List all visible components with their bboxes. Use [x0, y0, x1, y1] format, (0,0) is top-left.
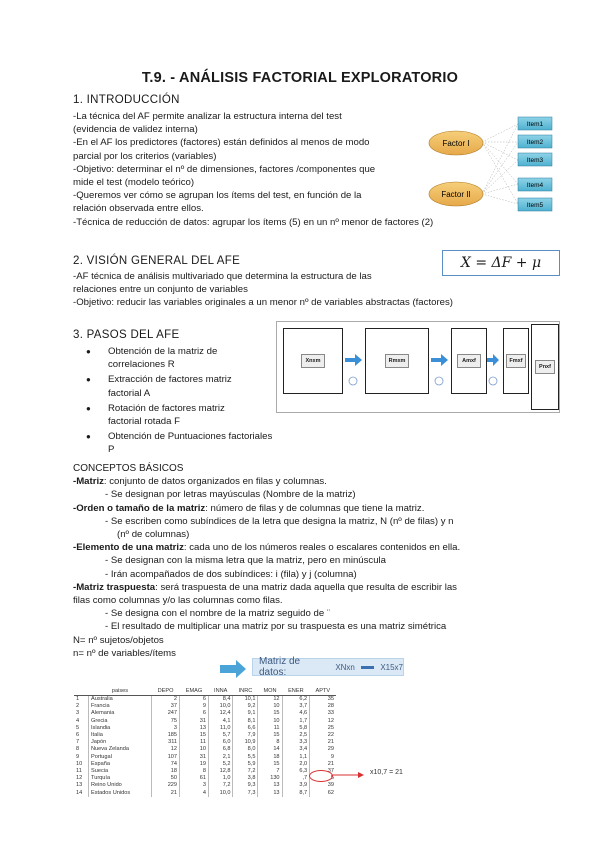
table-cell: 6,8: [208, 746, 233, 753]
item-2-label: Item2: [526, 139, 544, 146]
table-cell: 62: [310, 790, 336, 797]
table-cell: 6,6: [233, 725, 258, 732]
concept-matriz: -Matriz: conjunto de datos organizados en filas y columnas.: [73, 476, 327, 488]
matrix-step-arrows: [277, 322, 559, 412]
table-row: [74, 775, 336, 782]
matrix-x-label: Xnxm: [301, 354, 325, 368]
data-matrix-lhs: XNxn: [335, 662, 355, 672]
page-title: T.9. - ANÁLISIS FACTORIAL EXPLORATORIO: [141, 70, 459, 86]
highlight-circle: [309, 770, 333, 782]
table-cell: 12: [152, 746, 180, 753]
table-cell: Nueva Zelanda: [89, 746, 152, 753]
section-vision-general-text: [73, 270, 453, 310]
table-cell: 12,4: [208, 710, 233, 717]
table-cell: Suecia: [89, 768, 152, 775]
table-cell: 5: [76, 724, 80, 731]
text-line: -Queremos ver cómo se agrupan los ítems del test, en función de la: [73, 190, 362, 202]
table-cell: 2: [152, 696, 180, 704]
table-cell: 13: [258, 790, 282, 797]
arrow-right-icon: [431, 354, 448, 366]
table-row: [74, 761, 336, 768]
item-3-label: Item3: [526, 157, 544, 164]
table-cell: 6,2: [282, 696, 310, 704]
table-cell: 11: [258, 725, 282, 732]
table-row: [74, 725, 336, 732]
concepts-heading: CONCEPTOS BÁSICOS: [73, 463, 184, 474]
table-cell: Estados Unidos: [89, 790, 152, 797]
arrow-right-icon: [345, 354, 362, 366]
table-cell: 35: [310, 696, 336, 704]
table-cell: 10,0: [208, 790, 233, 797]
concept-traspuesta: -Matriz traspuesta: será traspuesta de una matriz dada aquella que resulta de escribir las: [73, 581, 457, 593]
column-header: APTV: [310, 686, 336, 696]
table-cell: 10,1: [233, 696, 258, 704]
steps-list: [80, 345, 280, 459]
callout-value: x10,7 = 21: [370, 769, 403, 776]
table-cell: 12,8: [208, 768, 233, 775]
table-cell: Grecia: [89, 718, 152, 725]
table-cell: 8,4: [208, 696, 233, 704]
table-cell: 8,1: [233, 718, 258, 725]
column-header: [74, 686, 89, 696]
table-row: [74, 696, 336, 704]
table-cell: 28: [310, 703, 336, 710]
table-cell: 7,3: [233, 790, 258, 797]
table-cell: 25: [310, 725, 336, 732]
text-line: -Objetivo: reducir las variables originales a un menor nº de variables abstractas (factores): [73, 297, 453, 309]
text-line: -Objetivo: determinar el nº de dimensiones, factores /componentes que: [73, 163, 376, 175]
table-cell: 10,0: [208, 703, 233, 710]
table-cell: 6: [180, 696, 209, 704]
text-line: (evidencia de validez interna): [73, 124, 198, 136]
table-cell: 7: [76, 739, 80, 746]
concept-n-subjects: N= nº sujetos/objetos: [73, 634, 164, 646]
table-cell: 13: [180, 725, 209, 732]
table-cell: 185: [152, 732, 180, 739]
gear-icon: [349, 377, 357, 385]
section-heading-pasos: 3. PASOS DEL AFE: [73, 329, 180, 341]
column-header: EMAG: [180, 686, 209, 696]
table-cell: 6,0: [208, 739, 233, 746]
concept-orden: -Orden o tamaño de la matriz: número de filas y de columnas que tiene la matriz.: [73, 502, 425, 514]
table-cell: 37: [310, 768, 336, 775]
table-cell: 37: [152, 703, 180, 710]
table-cell: 5,9: [233, 761, 258, 768]
step-item: ● Obtención de Puntuaciones factoriales P: [80, 430, 280, 456]
text-line: mide el test (modelo teórico): [73, 177, 195, 189]
table-cell: 22: [310, 732, 336, 739]
data-matrix-table: [74, 686, 336, 797]
step-item: ● Extracción de factores matriz factorial A: [80, 373, 280, 399]
factor-diagram: [424, 112, 584, 216]
table-cell: 5,2: [208, 761, 233, 768]
table-cell: 8: [180, 768, 209, 775]
table-cell: 15: [258, 710, 282, 717]
table-cell: 10,9: [233, 739, 258, 746]
table-cell: 75: [152, 718, 180, 725]
table-cell: 3,3: [282, 739, 310, 746]
data-matrix-rhs: X15x7: [380, 662, 403, 672]
gear-icon: [435, 377, 443, 385]
section-introduccion-text: [73, 110, 433, 229]
column-header: paises: [89, 686, 152, 696]
table-cell: 247: [152, 710, 180, 717]
equals-bar: [361, 666, 374, 669]
table-cell: Islandia: [89, 725, 152, 732]
table-cell: Australia: [89, 696, 152, 704]
table-cell: 11: [180, 739, 209, 746]
table-cell: 10: [258, 703, 282, 710]
table-cell: 4,6: [282, 710, 310, 717]
table-cell: 21: [152, 790, 180, 797]
step-item: ● Obtención de la matriz de correlaciones R: [80, 345, 280, 371]
text-line: -En el AF los predictores (factores) están definidos al menos de modo: [73, 137, 370, 149]
table-cell: 13: [258, 782, 282, 789]
table-cell: 7,2: [208, 782, 233, 789]
text-line: -La técnica del AF permite analizar la estructura interna del test: [73, 111, 342, 122]
table-cell: 8: [76, 746, 80, 753]
section-heading-introduccion: 1. INTRODUCCIÓN: [73, 94, 180, 106]
table-cell: 11: [76, 768, 82, 775]
table-cell: 9: [310, 754, 336, 761]
table-cell: 31: [180, 754, 209, 761]
table-cell: 10: [258, 718, 282, 725]
table-cell: 21: [310, 761, 336, 768]
factor-2-label: Factor II: [441, 190, 471, 199]
table-cell: 3,4: [282, 746, 310, 753]
text-line: relaciones entre un conjunto de variables: [73, 284, 248, 296]
table-header-row: [74, 686, 336, 696]
concept-n-variables: n= nº de variables/ítems: [73, 647, 176, 659]
table-cell: 12: [258, 696, 282, 704]
model-formula: X = ΔF + μ: [442, 250, 560, 276]
table-cell: 107: [152, 754, 180, 761]
table-cell: 7,2: [233, 768, 258, 775]
table-cell: 15: [258, 732, 282, 739]
table-cell: 33: [310, 710, 336, 717]
table-row: [74, 718, 336, 725]
data-matrix-banner: [252, 658, 404, 676]
table-cell: 3: [76, 710, 80, 717]
table-cell: 61: [180, 775, 209, 782]
concepts-section: [73, 462, 460, 660]
table-cell: 130: [258, 775, 282, 782]
table-body: [74, 696, 336, 797]
table-cell: 2,0: [282, 761, 310, 768]
table-cell: 7: [258, 768, 282, 775]
table-cell: 5: [310, 775, 336, 782]
table-cell: 2: [76, 703, 80, 710]
table-cell: 15: [180, 732, 209, 739]
table-cell: 9,3: [233, 782, 258, 789]
table-cell: 21: [310, 739, 336, 746]
table-cell: 1,7: [282, 718, 310, 725]
table-cell: 29: [310, 746, 336, 753]
table-row: [74, 703, 336, 710]
column-header: INNA: [208, 686, 233, 696]
arrow-right-icon: [218, 659, 248, 679]
concept-sub: (nº de columnas): [117, 529, 190, 541]
table-cell: Francia: [89, 703, 152, 710]
data-matrix-label: Matriz de datos:: [259, 656, 301, 678]
text-line: -AF técnica de análisis multivariado que determina la estructura de las: [73, 271, 372, 282]
matrix-r-label: Rmxm: [385, 354, 409, 368]
table-cell: 12: [76, 775, 83, 782]
table-cell: Reino Unido: [89, 782, 152, 789]
table-cell: 8,0: [233, 746, 258, 753]
table-row: [74, 732, 336, 739]
table-cell: 14: [76, 789, 83, 796]
table-cell: Turquía: [89, 775, 152, 782]
table-cell: 1,1: [282, 754, 310, 761]
table-cell: 311: [152, 739, 180, 746]
table-cell: 15: [258, 761, 282, 768]
table-cell: 3,9: [282, 782, 310, 789]
table-cell: 6: [180, 710, 209, 717]
factor-1-label: Factor I: [442, 139, 470, 148]
table-cell: 18: [258, 754, 282, 761]
table-cell: 9: [76, 753, 80, 760]
table-cell: 9,1: [233, 710, 258, 717]
matrix-f-label: Fmxf: [506, 354, 526, 368]
table-row: [74, 710, 336, 717]
callout-arrow-icon: [332, 770, 368, 780]
table-row: [74, 746, 336, 753]
table-row: [74, 739, 336, 746]
table-cell: 4: [76, 717, 80, 724]
concept-sub: - El resultado de multiplicar una matriz por su traspuesta es una matriz simétrica: [105, 621, 447, 633]
column-header: INRC: [233, 686, 258, 696]
section-heading-vision-general: 2. VISIÓN GENERAL DEL AFE: [73, 255, 241, 267]
text-line: relación observada entre ellos.: [73, 203, 204, 215]
item-1-label: Item1: [526, 121, 544, 128]
table-cell: 11,0: [208, 725, 233, 732]
concept-sub: - Se designan por letras mayúsculas (Nombre de la matriz): [105, 489, 356, 501]
table-cell: 6,3: [282, 768, 310, 775]
table-cell: 3,7: [282, 703, 310, 710]
text-line: -Técnica de reducción de datos: agrupar los ítems (5) en un nº menor de factores (2): [73, 216, 434, 228]
table-cell: 5,5: [233, 754, 258, 761]
factor-links: [482, 124, 518, 204]
table-cell: 9: [180, 703, 209, 710]
table-cell: 8: [258, 739, 282, 746]
table-cell: 5,7: [208, 732, 233, 739]
table-cell: 18: [152, 768, 180, 775]
column-header: MON: [258, 686, 282, 696]
concept-sub: - Se designan con la misma letra que la matriz, pero en minúscula: [105, 555, 387, 567]
table-cell: 1: [76, 696, 80, 702]
table-cell: 3: [180, 782, 209, 789]
table-cell: 5,8: [282, 725, 310, 732]
table-cell: 2,1: [208, 754, 233, 761]
table-cell: 19: [180, 761, 209, 768]
table-cell: 229: [152, 782, 180, 789]
table-cell: 6: [76, 732, 80, 739]
table-cell: 3: [152, 725, 180, 732]
table-cell: 10: [180, 746, 209, 753]
table-cell: 50: [152, 775, 180, 782]
step-item: ● Rotación de factores matriz factorial rotada F: [80, 402, 280, 428]
table-cell: 9,2: [233, 703, 258, 710]
text-line: parcial por los criterios (variables): [73, 150, 217, 162]
table-row: [74, 790, 336, 797]
matrix-p-label: Pnxf: [535, 360, 555, 374]
gear-icon: [489, 377, 497, 385]
table-cell: 3,8: [233, 775, 258, 782]
concept-line: filas como columnas y/o las columnas como filas.: [73, 595, 283, 607]
table-row: [74, 754, 336, 761]
column-header: DEPO: [152, 686, 180, 696]
table-cell: 10: [76, 760, 83, 767]
table-cell: 13: [76, 782, 83, 789]
arrow-right-icon: [487, 354, 499, 366]
table-cell: 4: [180, 790, 209, 797]
item-5-label: Item5: [526, 202, 544, 209]
table-cell: 39: [310, 782, 336, 789]
table-cell: 12: [310, 718, 336, 725]
table-cell: 4,1: [208, 718, 233, 725]
table-cell: 7,9: [233, 732, 258, 739]
table-cell: Alemania: [89, 710, 152, 717]
matrix-steps-diagram: [276, 321, 560, 413]
concept-elemento: -Elemento de una matriz: cada uno de los números reales o escalares contenidos en ella.: [73, 542, 461, 554]
column-header: ENER: [282, 686, 310, 696]
table-cell: España: [89, 761, 152, 768]
table-cell: 8,7: [282, 790, 310, 797]
item-4-label: Item4: [526, 182, 544, 189]
table-cell: 2,5: [282, 732, 310, 739]
table-cell: Portugal: [89, 754, 152, 761]
concept-sub: - Se escriben como subíndices de la letra que designa la matriz, N (nº de filas) y n: [105, 515, 454, 527]
table-cell: 31: [180, 718, 209, 725]
table-row: [74, 782, 336, 789]
concept-sub: - Irán acompañados de dos subíndices: i (fila) y j (columna): [105, 568, 357, 580]
table-cell: 14: [258, 746, 282, 753]
table-cell: Japón: [89, 739, 152, 746]
matrix-a-label: Amxf: [457, 354, 481, 368]
table-cell: 74: [152, 761, 180, 768]
concept-sub: - Se designa con el nombre de la matriz seguido de ¨: [105, 608, 331, 620]
table-cell: Italia: [89, 732, 152, 739]
table-cell: ,7: [282, 775, 310, 782]
table-row: [74, 768, 336, 775]
table-cell: 1,0: [208, 775, 233, 782]
